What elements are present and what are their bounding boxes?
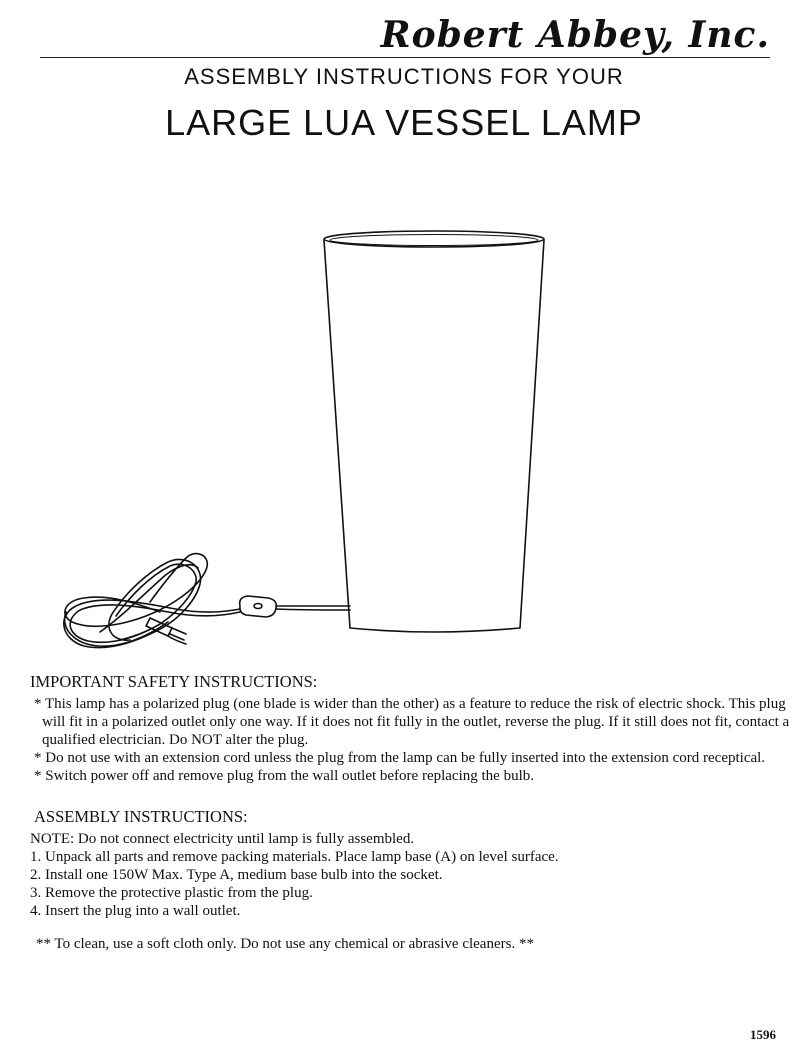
safety-item: * This lamp has a polarized plug (one blade is wider than the other) as a feature to reduce the risk of electric shock. This plug will fit in a polarized outlet only one way. If it does not fit fully in the outlet, reverse the plug. If it still does not fit, contact a qualified electrician. Do NOT alter the plug.	[34, 696, 790, 748]
document-title: LARGE LUA VESSEL LAMP	[165, 102, 643, 143]
assembly-section	[30, 807, 794, 920]
safety-section	[30, 673, 790, 785]
inline-switch	[240, 596, 277, 617]
document-subtitle: ASSEMBLY INSTRUCTIONS FOR YOUR	[184, 64, 624, 89]
safety-item: * Do not use with an extension cord unless the plug from the lamp can be fully inserted into the extension cord receptical.	[34, 750, 766, 766]
safety-item: * Switch power off and remove plug from the wall outlet before replacing the bulb.	[34, 768, 534, 784]
vessel-rim	[324, 231, 544, 247]
assembly-step: 4. Insert the plug into a wall outlet.	[30, 903, 241, 919]
safety-heading: IMPORTANT SAFETY INSTRUCTIONS:	[30, 672, 318, 691]
vessel-body	[324, 240, 544, 632]
page-number: 1596	[750, 1027, 776, 1042]
assembly-heading: ASSEMBLY INSTRUCTIONS:	[34, 807, 248, 826]
plug	[146, 618, 186, 644]
assembly-step: 3. Remove the protective plastic from the plug.	[30, 885, 313, 901]
assembly-note: NOTE: Do not connect electricity until lamp is fully assembled.	[30, 831, 415, 847]
assembly-step: 2. Install one 150W Max. Type A, medium base bulb into the socket.	[30, 867, 443, 883]
cleaning-note: ** To clean, use a soft cloth only. Do not use any chemical or abrasive cleaners. **	[36, 936, 534, 952]
brand-logo: Robert Abbey, Inc.	[380, 14, 770, 56]
coiled-cord	[64, 554, 240, 648]
assembly-step: 1. Unpack all parts and remove packing materials. Place lamp base (A) on level surface.	[30, 849, 559, 865]
